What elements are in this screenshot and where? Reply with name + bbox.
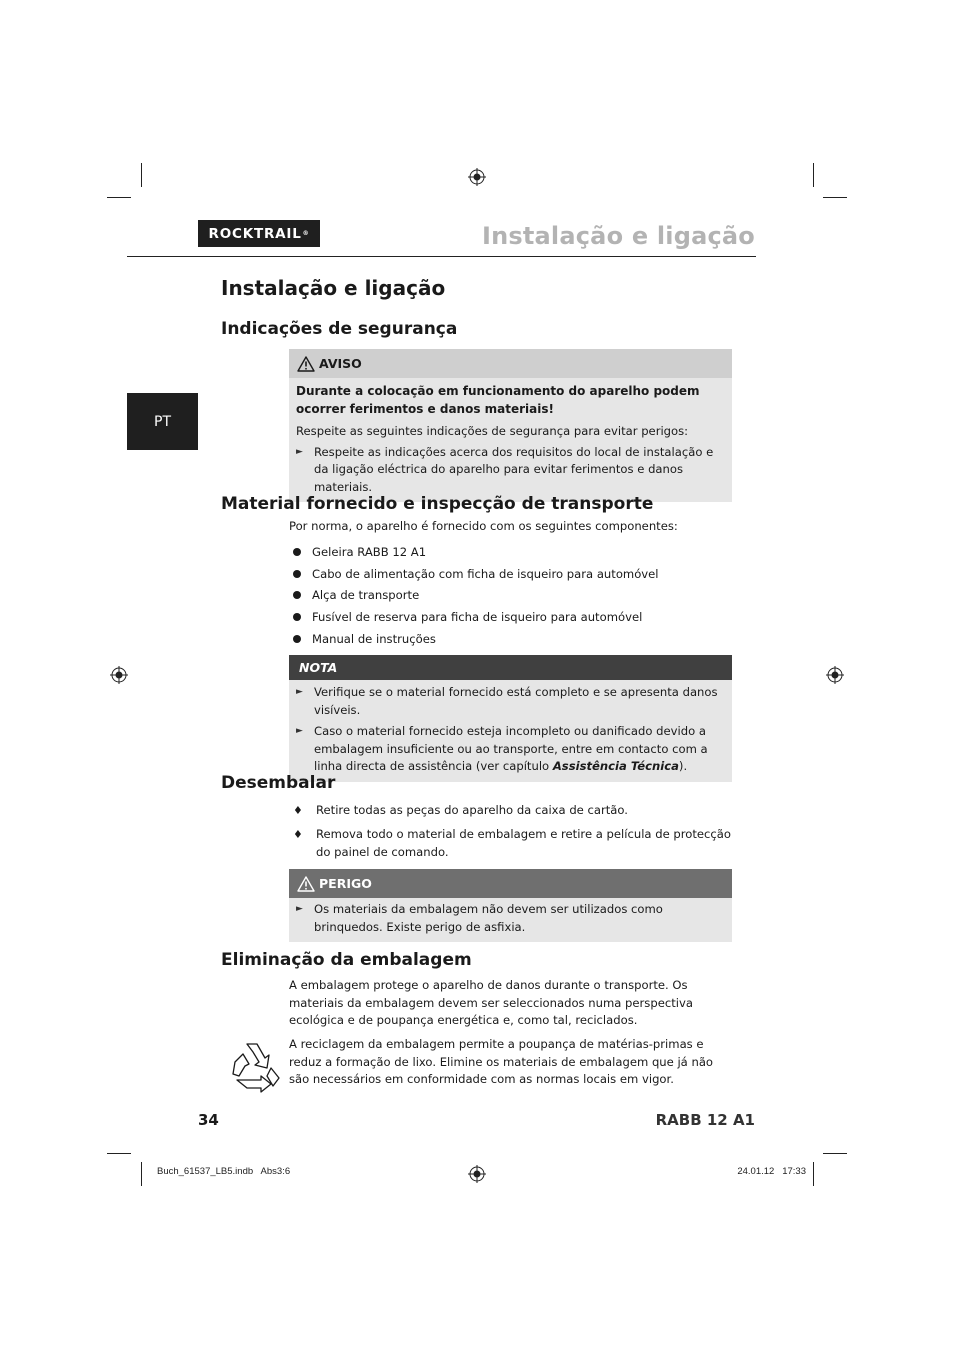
list-item xyxy=(296,901,724,936)
delivery-intro: Por norma, o aparelho é fornecido com os seguintes componentes: xyxy=(289,519,678,533)
registration-mark-icon xyxy=(468,1165,486,1183)
recycle-icon xyxy=(227,1038,283,1094)
brand-trademark: ® xyxy=(302,230,310,237)
crop-mark xyxy=(813,1162,814,1186)
list-item xyxy=(293,628,659,650)
danger-box-body xyxy=(289,901,732,942)
list-item xyxy=(296,723,724,776)
arrow-bullet-icon: ► xyxy=(296,446,303,457)
bullet-dot-icon xyxy=(293,548,301,556)
list-item xyxy=(293,826,732,861)
note-item-text: Verifique se o material fornecido está completo e se apresenta danos visíveis. xyxy=(314,685,718,717)
page-number: 34 xyxy=(198,1111,219,1129)
brand-name: ROCKTRAIL xyxy=(208,225,302,242)
chapter-reference: Assistência Técnica xyxy=(552,759,679,773)
warning-label: AVISO xyxy=(319,356,362,371)
list-item xyxy=(293,541,659,563)
print-timestamp: 24.01.12 17:33 xyxy=(737,1166,806,1177)
section-heading-delivery: Material fornecido e inspecção de transporte xyxy=(221,494,654,514)
crop-mark xyxy=(141,1162,142,1186)
unpack-step-text: Retire todas as peças do aparelho da caixa de cartão. xyxy=(316,803,628,817)
header-rule xyxy=(127,256,756,257)
disposal-paragraph: A embalagem protege o aparelho de danos durante o transporte. Os materiais da embalagem devem ser seleccionados numa perspectiva ecológica e de poupança energética e, como tal, reciclados. xyxy=(289,978,693,1027)
arrow-bullet-icon: ► xyxy=(296,687,303,697)
section-heading-disposal: Eliminação da embalagem xyxy=(221,950,472,970)
arrow-bullet-icon: ► xyxy=(296,726,303,736)
registration-mark-icon xyxy=(110,666,128,684)
warning-item-text: Respeite as indicações acerca dos requisitos do local de instalação e da ligação eléctrica do aparelho para evitar ferimentos e danos materiais. xyxy=(314,444,714,494)
registration-mark-icon xyxy=(826,666,844,684)
warning-triangle-icon xyxy=(297,356,315,372)
print-file-info: Buch_61537_LB5.indb Abs3:6 xyxy=(157,1166,291,1177)
crop-mark xyxy=(823,197,847,198)
section-heading-unpack: Desembalar xyxy=(221,773,336,793)
list-item-text: Fusível de reserva para ficha de isqueiro para automóvel xyxy=(312,610,643,625)
list-item xyxy=(293,802,732,820)
list-item xyxy=(296,444,724,497)
list-item-text: Manual de instruções xyxy=(312,632,436,647)
note-box-header xyxy=(289,655,732,680)
crop-mark xyxy=(107,1153,131,1154)
warning-text: Respeite as seguintes indicações de segurança para evitar perigos: xyxy=(296,424,689,438)
warning-box xyxy=(289,349,732,502)
note-box xyxy=(289,655,732,782)
warning-bold-text: Durante a colocação em funcionamento do aparelho podem ocorrer ferimentos e danos materiais! xyxy=(296,384,700,416)
bullet-dot-icon xyxy=(293,635,301,643)
list-item xyxy=(293,563,659,585)
list-item-text: Cabo de alimentação com ficha de isqueiro para automóvel xyxy=(312,566,659,581)
list-item xyxy=(293,585,659,607)
note-label: NOTA xyxy=(299,660,338,675)
arrow-bullet-icon: ► xyxy=(296,904,303,914)
list-item xyxy=(296,684,724,719)
brand-logo xyxy=(198,220,320,247)
running-header-title: Instalação e ligação xyxy=(481,222,755,250)
model-name: RABB 12 A1 xyxy=(655,1111,755,1129)
bullet-dot-icon xyxy=(293,591,301,599)
language-tab: PT xyxy=(127,393,198,450)
page-title: Instalação e ligação xyxy=(221,276,446,300)
note-item-text-part: ). xyxy=(678,759,688,773)
danger-box xyxy=(289,869,732,942)
warning-triangle-icon xyxy=(297,876,315,892)
note-item-text xyxy=(314,723,724,776)
warning-box-body xyxy=(289,378,732,502)
crop-mark xyxy=(813,163,814,187)
diamond-bullet-icon: ♦ xyxy=(293,804,303,817)
unpack-step-text: Remova todo o material de embalagem e retire a película de protecção do painel de comando. xyxy=(316,827,731,859)
danger-box-header xyxy=(289,869,732,898)
crop-mark xyxy=(823,1153,847,1154)
diamond-bullet-icon: ♦ xyxy=(293,828,303,841)
list-item xyxy=(293,606,659,628)
delivery-list xyxy=(293,541,659,650)
danger-item-text: Os materiais da embalagem não devem ser utilizados como brinquedos. Existe perigo de asfixia. xyxy=(314,902,663,934)
bullet-dot-icon xyxy=(293,613,301,621)
note-item-text-part: Caso o material fornecido esteja incompleto ou danificado devido a embalagem insuficiente ou ao transporte, entre em contacto com a linha directa de assistência (ver capítulo xyxy=(314,724,708,773)
danger-label: PERIGO xyxy=(319,876,372,891)
disposal-paragraph: A reciclagem da embalagem permite a poupança de matérias-primas e reduz a formação de lixo. Elimine os materiais de embalagem que já não são necessários em conformidade com as normas locais em vigor. xyxy=(289,1037,714,1086)
warning-box-header xyxy=(289,349,732,378)
registration-mark-icon xyxy=(468,168,486,186)
note-box-body xyxy=(289,680,732,782)
crop-mark xyxy=(107,197,131,198)
list-item-text: Alça de transporte xyxy=(312,588,420,603)
list-item-text: Geleira RABB 12 A1 xyxy=(312,544,427,559)
section-heading-safety: Indicações de segurança xyxy=(221,319,458,339)
crop-mark xyxy=(141,163,142,187)
bullet-dot-icon xyxy=(293,570,301,578)
